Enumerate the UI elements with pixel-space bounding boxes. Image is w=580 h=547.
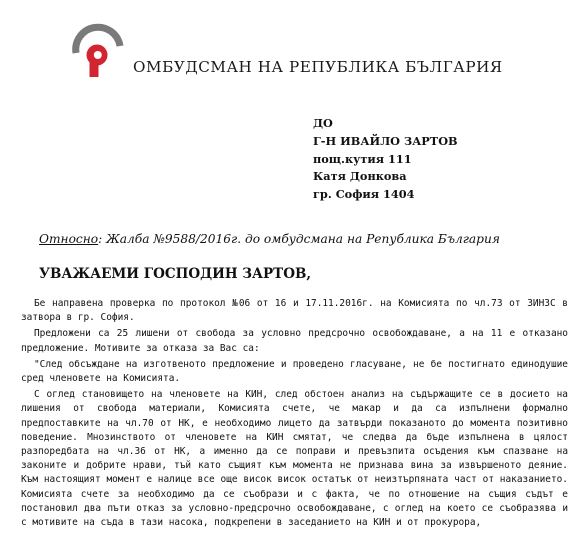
ombudsman-logo-icon (70, 22, 126, 78)
subject-key: Относно (39, 232, 99, 246)
body-paragraph: С оглед становището на членовете на КИН, след обстоен анализ на съдържащите се в досието на лишения от свобода материали, Комисията счете, че макар и да са изпълнени формално предпоставките на чл.70 от НК, е необходимо лицето да затвърди показаното до момента позитивно поведение. Мнозинството от членовете на КИН смятат, че следва да бъде изпълнена в цялост разпоредбата на чл.36 от НК, а именно да се поправи и превъзпита осъдения към спазване на законите и добрите нрави, тъй като същият към момента не признава вина за извършеното деяние. Към настоящият момент е налице все още висок висок остатък от неизтърпяната част от наказанието. Комисията счете за необходимо да се съобрази и с факта, че по отношение на същия съдът е постановил два пъти отказ за условно-предсрочно освобождаване, с оглед на което се съобразява и с мотивите на съда в тази насока, подкрепени в заседанието на КИН и от прокурора, (21, 389, 568, 529)
organization-name: ОМБУДСМАН НА РЕПУБЛИКА БЪЛГАРИЯ (133, 58, 503, 76)
body-paragraph: "След обсъждане на изготвеното предложение и проведено гласуване, не бе постигнато единодушие сред членовете на Комисията. (21, 358, 568, 385)
letter-body (21, 297, 568, 530)
addressee-line: пощ.кутия 111 (313, 151, 412, 166)
addressee-line: гр. София 1404 (313, 187, 415, 202)
addressee-line: Катя Донкова (313, 169, 407, 184)
body-paragraph: Бе направена проверка по протокол №06 от 16 и 17.11.2016г. на Комисията по чл.73 от ЗИНЗС в затвора в гр. София. (21, 298, 568, 324)
body-paragraph: Предложени са 25 лишени от свобода за условно предсрочно освобождаване, а на 11 е отказано предложение. Мотивите за отказа за Вас са: (21, 328, 568, 354)
subject-line (39, 232, 500, 246)
addressee-line: Г-Н ИВАЙЛО ЗАРТОВ (313, 133, 458, 148)
subject-text: : Жалба №9588/2016г. до омбудсмана на Република България (98, 232, 500, 246)
addressee-block (313, 115, 458, 204)
addressee-line: ДО (313, 116, 333, 130)
greeting: УВАЖАЕМИ ГОСПОДИН ЗАРТОВ, (39, 266, 312, 282)
